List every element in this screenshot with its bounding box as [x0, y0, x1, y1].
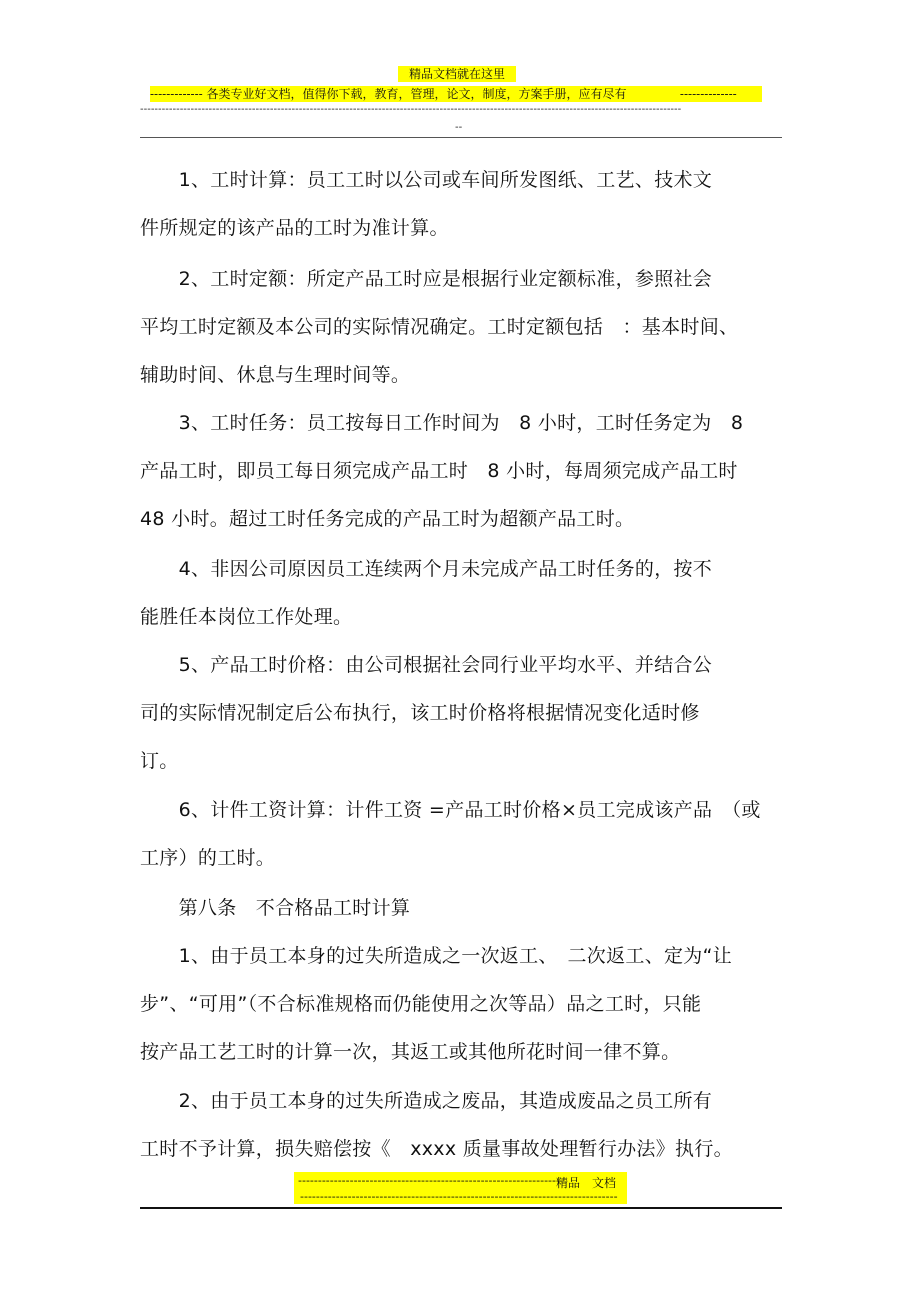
text-line: 件所规定的该产品的工时为准计算。: [140, 217, 449, 239]
text-line: 能胜任本岗位工作处理。: [140, 606, 353, 628]
header-banner-title: 精品文档就在这里: [398, 66, 516, 82]
paragraph-8: [140, 1077, 800, 1173]
paragraph-6: [140, 786, 800, 882]
footer-divider: [140, 1207, 782, 1209]
text-line: 辅助时间、休息与生理时间等。: [140, 364, 411, 386]
text-line: 48 小时。超过工时任务完成的产品工时为超额产品工时。: [140, 508, 635, 530]
text-line: 工时不予计算，损失赔偿按《 xxxx 质量事故处理暂行办法》执行。: [140, 1138, 733, 1160]
text-line: 2、工时定额：所定产品工时应是根据行业定额标准，参照社会: [140, 268, 713, 290]
text-line: 工序）的工时。: [140, 847, 276, 869]
section-heading: [140, 884, 800, 932]
text-line: 3、工时任务：员工按每日工作时间为 8 小时，工时任务定为 8: [140, 412, 744, 434]
header-dash-short: --: [455, 122, 463, 133]
text-line: 订。: [140, 750, 179, 772]
text-line: 2、由于员工本身的过失所造成之废品，其造成废品之员工所有: [140, 1090, 713, 1112]
paragraph-3: [140, 399, 800, 543]
paragraph-7: [140, 932, 800, 1076]
text-line: 1、工时计算：员工工时以公司或车间所发图纸、工艺、技术文: [140, 169, 713, 191]
text-line: 平均工时定额及本公司的实际情况确定。工时定额包括 ：基本时间、: [140, 316, 739, 338]
paragraph-4: [140, 545, 800, 641]
paragraph-2: [140, 255, 800, 399]
header-dash-line: ------------------------------------------------------------------------------------------------------------------------------------------------------: [140, 104, 682, 115]
text-line: 4、非因公司原因员工连续两个月未完成产品工时任务的，按不: [140, 558, 713, 580]
text-line: 6、计件工资计算：计件工资 =产品工时价格×员工完成该产品 （或: [140, 799, 761, 821]
header-divider: [140, 137, 782, 138]
text-line: 步”、“可用”（不合标准规格而仍能使用之次等品）品之工时，只能: [140, 993, 702, 1015]
header-banner-line: ------------- 各类专业好文档，值得你下载，教育，管理，论文，制度，方案手册，应有尽有 --------------: [150, 86, 762, 102]
text-line: 5、产品工时价格：由公司根据社会同行业平均水平、并结合公: [140, 654, 713, 676]
paragraph-1: [140, 156, 800, 252]
footer-banner: [294, 1172, 627, 1204]
text-line: 1、由于员工本身的过失所造成之一次返工、 二次返工、定为“让: [140, 945, 733, 967]
footer-dash-bottom: --------------------------------------------------------------------------------: [300, 1190, 618, 1203]
footer-dash-left: -------------------------------------------------------------------: [298, 1174, 564, 1187]
text-line: 产品工时，即员工每日须完成产品工时 8 小时，每周须完成产品工时: [140, 460, 738, 482]
text-line: 第八条 不合格品工时计算: [140, 897, 411, 919]
text-line: 按产品工艺工时的计算一次，其返工或其他所花时间一律不算。: [140, 1041, 681, 1063]
paragraph-5: [140, 641, 800, 785]
footer-label: 精品 文档: [556, 1176, 617, 1190]
text-line: 司的实际情况制定后公布执行，该工时价格将根据情况变化适时修: [140, 702, 700, 724]
